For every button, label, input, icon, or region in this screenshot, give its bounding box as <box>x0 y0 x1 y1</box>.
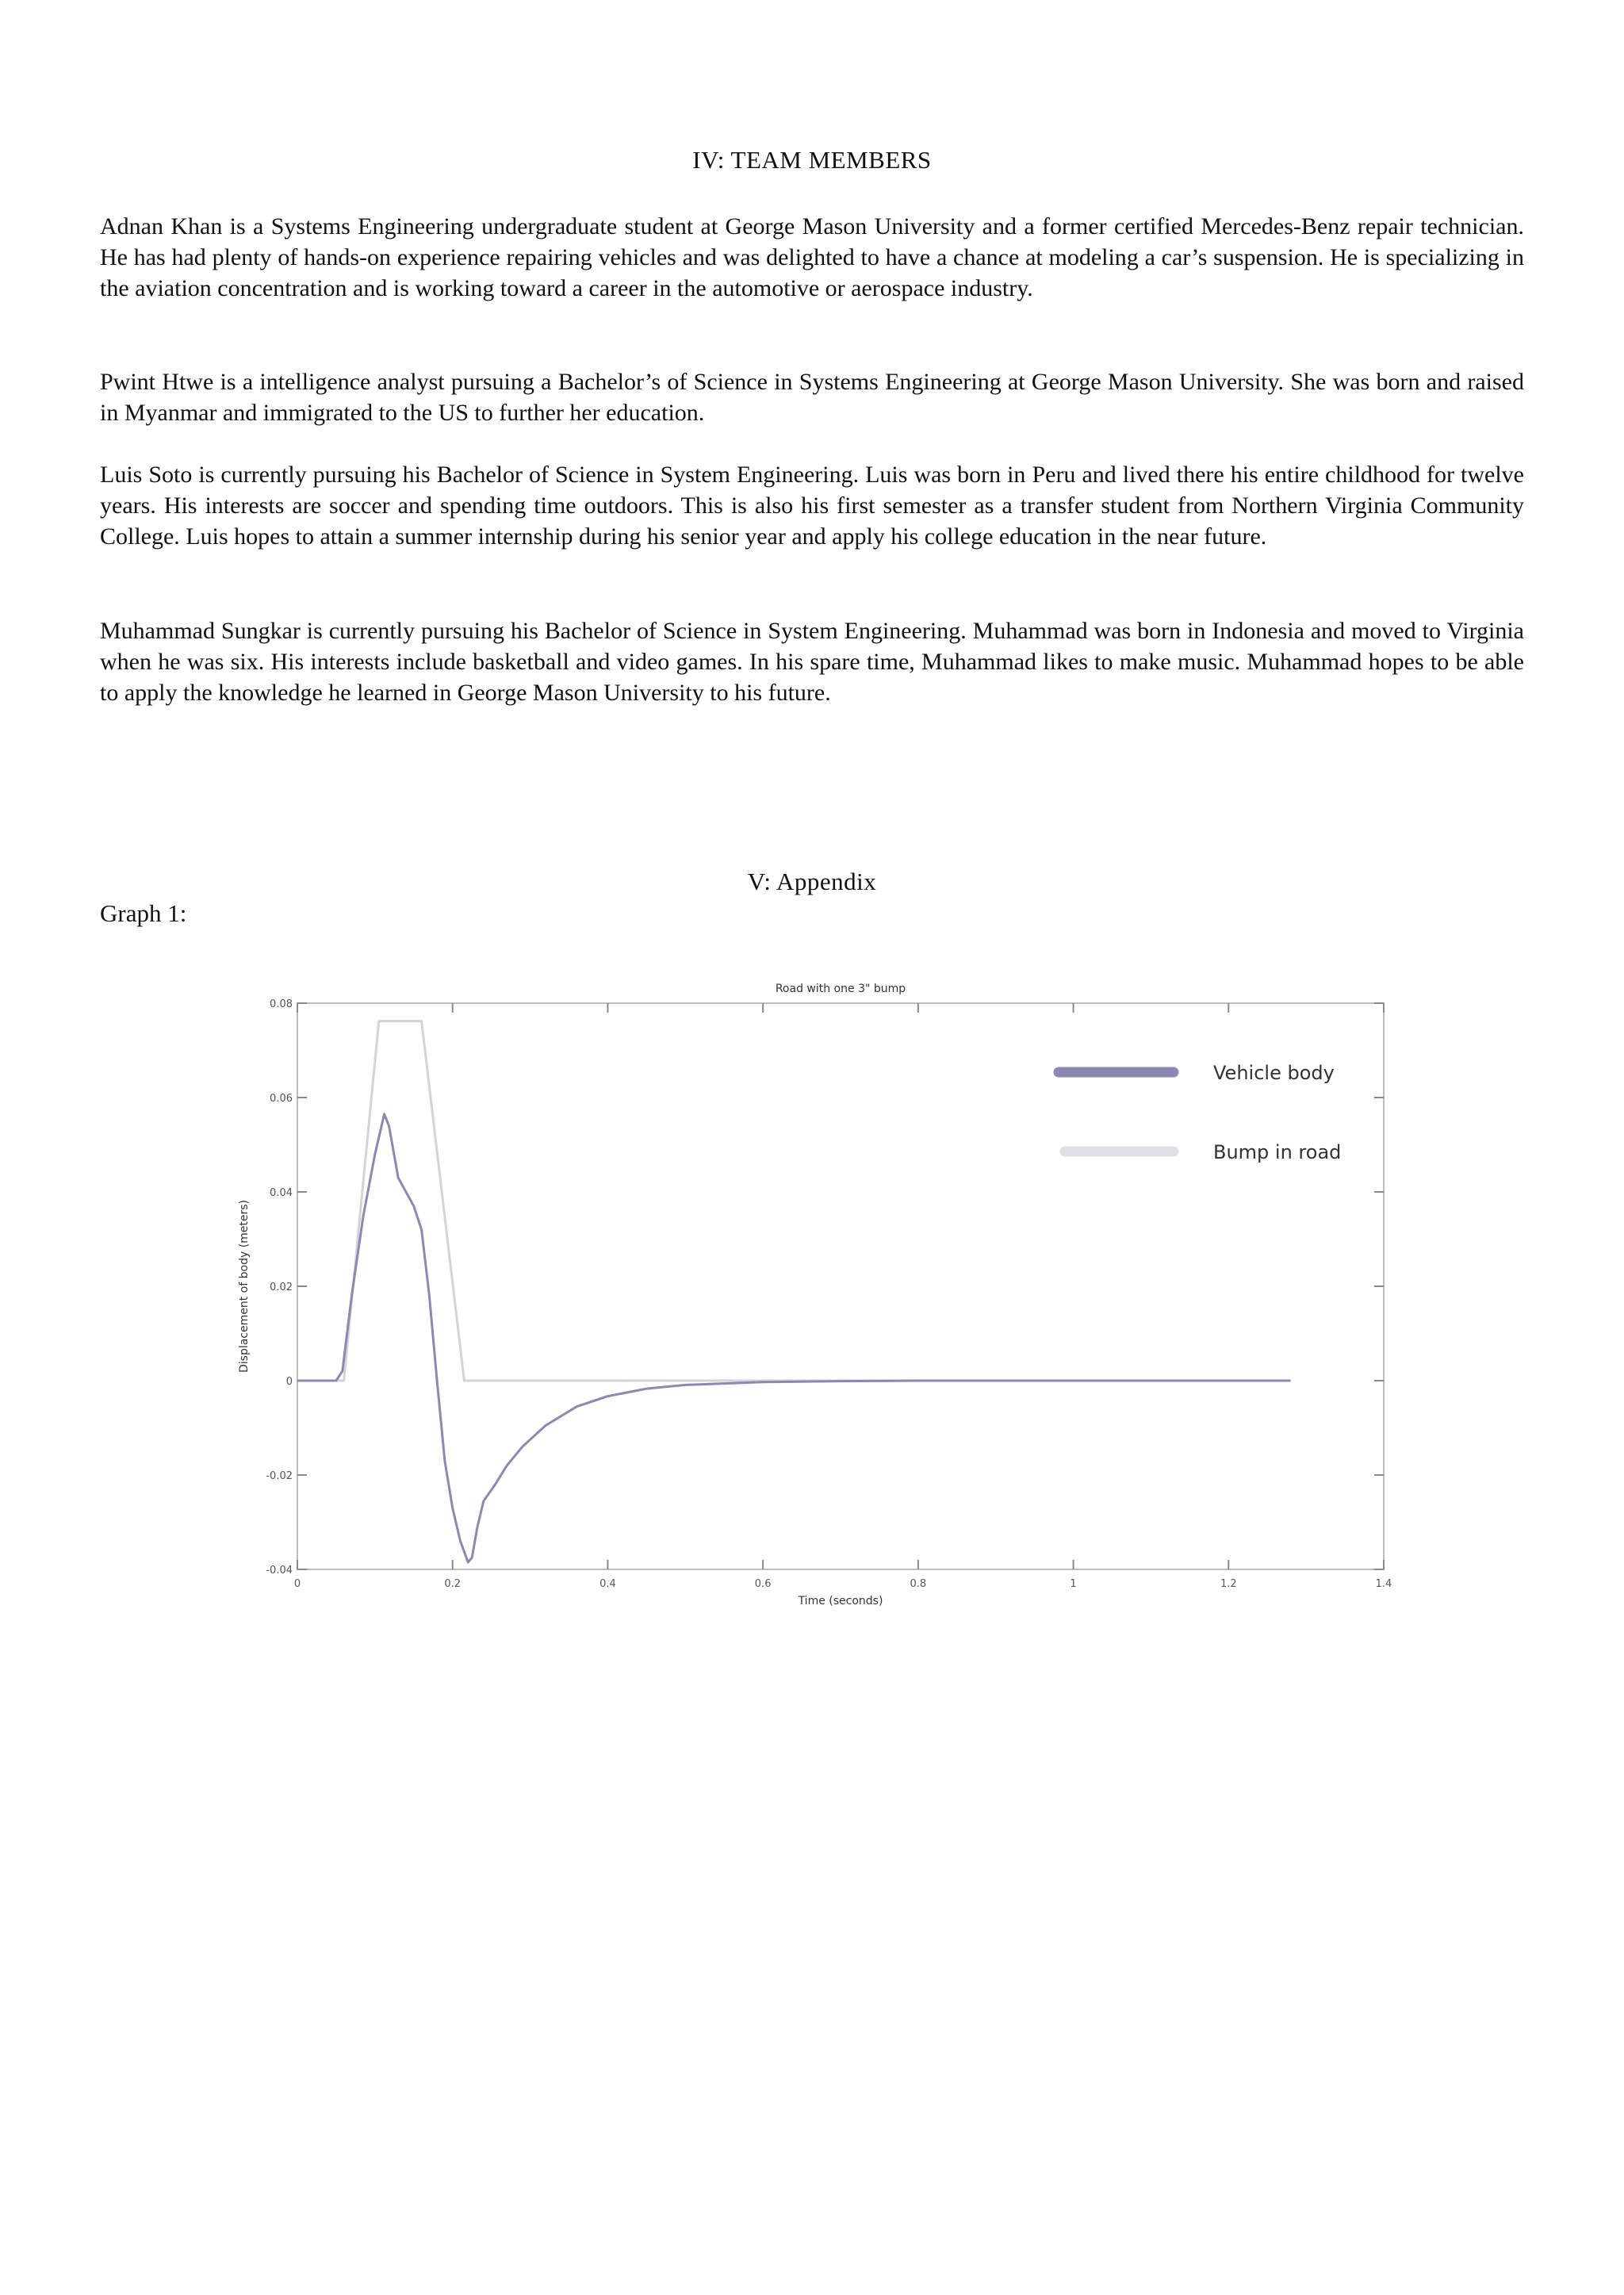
y-tick-label: -0.04 <box>266 1565 293 1577</box>
x-tick-label: 1.2 <box>1220 1578 1237 1590</box>
y-tick-label: 0.04 <box>270 1187 293 1199</box>
x-tick-label: 1 <box>1070 1578 1077 1590</box>
paragraph-muhammad-sungkar: Muhammad Sungkar is currently pursuing his Bachelor of Science in System Engineering. Muhammad was born in Indonesia and moved to Virginia when he was six. His interests include basketball and video games. In his spare time, Muhammad likes to make music. Muhammad hopes to be able to apply the knowledge he learned in George Mason University to his future. <box>100 618 1524 706</box>
tick-group <box>266 998 1392 1590</box>
legend-label-bump-in-road: Bump in road <box>1213 1141 1342 1163</box>
x-tick-label: 0.8 <box>910 1578 927 1590</box>
paragraph-pwint-htwe: Pwint Htwe is a intelligence analyst pursuing a Bachelor’s of Science in Systems Engineering at George Mason University. She was born and raised in Myanmar and immigrated to the US to further her education. <box>100 369 1524 426</box>
legend-label-vehicle-body: Vehicle body <box>1213 1062 1335 1084</box>
chart-svg <box>222 967 1411 1626</box>
paragraph-luis-soto: Luis Soto is currently pursuing his Bachelor of Science in System Engineering. Luis was born in Peru and lived there his entire childhood for twelve years. His interests are soccer and spending time outdoors. This is also his first semester as a transfer student from Northern Virginia Community College. Luis hopes to attain a summer internship during his senior year and apply his college education in the near future. <box>100 462 1524 550</box>
y-tick-label: 0 <box>285 1376 293 1388</box>
legend <box>1059 1062 1341 1163</box>
x-tick-label: 0 <box>293 1578 301 1590</box>
x-tick-label: 0.2 <box>444 1578 462 1590</box>
series-line-vehicle-body <box>297 1114 1291 1562</box>
paragraph-adnan-khan: Adnan Khan is a Systems Engineering undergraduate student at George Mason University and a former certified Mercedes-Benz repair technician. He has had plenty of hands-on experience repairing vehicles and was delighted to have a chance at modeling a car’s suspension. He is specializing in the aviation concentration and is working toward a career in the automotive or aerospace industry. <box>100 213 1524 301</box>
x-axis-label: Time (seconds) <box>798 1595 883 1607</box>
section-v-heading: V: Appendix <box>747 868 877 895</box>
x-tick-label: 1.4 <box>1375 1578 1392 1590</box>
chart-title: Road with one 3" bump <box>775 983 906 995</box>
y-tick-label: 0.06 <box>270 1093 293 1105</box>
chart-displacement <box>222 967 1411 1626</box>
x-tick-label: 0.6 <box>754 1578 772 1590</box>
x-tick-label: 0.4 <box>599 1578 616 1590</box>
y-tick-label: 0.08 <box>270 998 293 1010</box>
series-layer <box>297 1021 1291 1563</box>
y-tick-label: 0.02 <box>270 1282 293 1293</box>
section-iv-heading: IV: TEAM MEMBERS <box>692 146 932 174</box>
y-axis-label: Displacement of body (meters) <box>238 1199 251 1374</box>
graph-label: Graph 1: <box>100 899 187 927</box>
plot-frame <box>297 1003 1384 1569</box>
y-tick-label: -0.02 <box>266 1470 293 1482</box>
